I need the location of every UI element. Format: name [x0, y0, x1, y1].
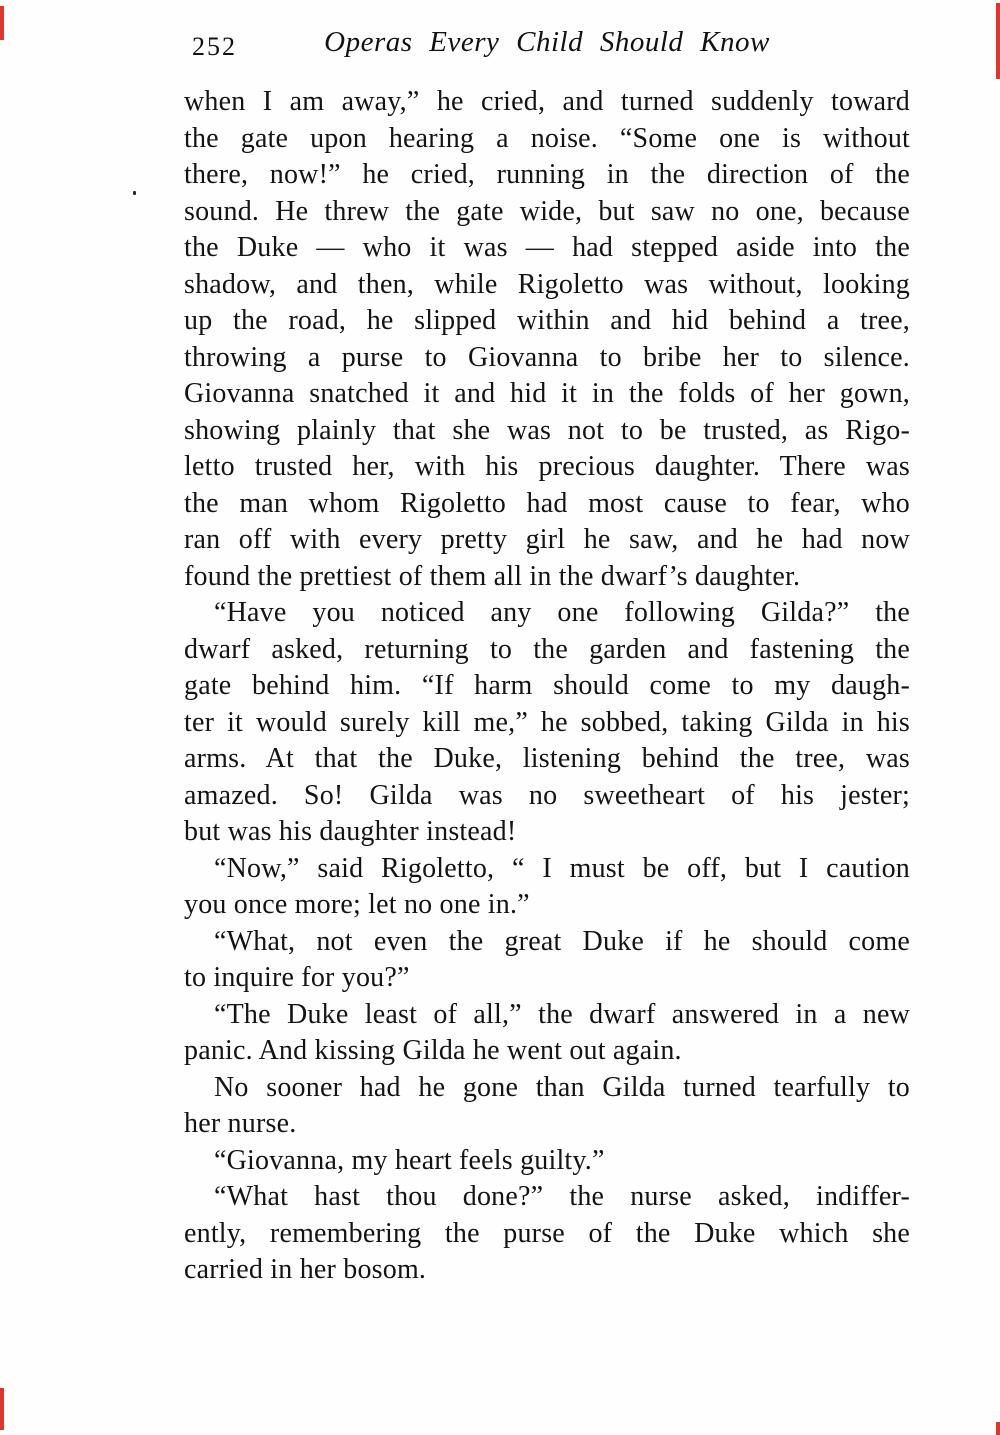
text-line: dwarf asked, returning to the garden and fastening the	[184, 633, 910, 665]
text-line: showing plainly that she was not to be trusted, as Rigo-	[184, 414, 910, 446]
text-line: found the prettiest of them all in the dwarf’s daughter.	[184, 560, 801, 592]
running-header	[184, 26, 910, 66]
text-line: you once more; let no one in.”	[184, 889, 530, 920]
text-line: ently, remembering the purse of the Duke which she	[184, 1217, 910, 1249]
text-line: “Have you noticed any one following Gilda?” the	[214, 597, 910, 628]
text-line: gate behind him. “If harm should come to my daugh-	[184, 670, 910, 701]
text-line: carried in her bosom.	[184, 1254, 427, 1285]
text-line: sound. He threw the gate wide, but saw no one, because	[184, 195, 910, 227]
text-line: Giovanna snatched it and hid it in the folds of her gown,	[184, 378, 910, 409]
text-line: to inquire for you?”	[184, 962, 410, 993]
text-line: amazed. So! Gilda was no sweetheart of his jester;	[184, 779, 910, 811]
text-line: the man whom Rigoletto had most cause to fear, who	[184, 487, 910, 519]
page-edge-stain-bottom-right	[996, 1422, 1000, 1435]
text-line: panic. And kissing Gilda he went out again.	[184, 1035, 682, 1066]
scan-speck	[133, 191, 136, 195]
text-line: the Duke — who it was — had stepped aside into the	[184, 232, 910, 263]
text-line: when I am away,” he cried, and turned suddenly toward	[184, 86, 910, 117]
text-line: there, now!” he cried, running in the direction of the	[184, 159, 910, 190]
page-edge-stain-top-right	[996, 3, 1000, 79]
page-number: 252	[192, 32, 237, 61]
text-line: ter it would surely kill me,” he sobbed, taking Gilda in his	[184, 706, 910, 738]
page-edge-stain-top-left	[0, 6, 4, 40]
text-line: letto trusted her, with his precious daughter. There was	[184, 451, 910, 482]
body-text-block	[184, 84, 910, 1289]
text-line: “What, not even the great Duke if he should come	[214, 925, 910, 957]
text-line: the gate upon hearing a noise. “Some one is without	[184, 122, 910, 154]
page-title: Operas Every Child Should Know	[324, 26, 770, 58]
text-line: but was his daughter instead!	[184, 816, 517, 847]
text-line: shadow, and then, while Rigoletto was without, looking	[184, 268, 910, 300]
text-line: throwing a purse to Giovanna to bribe her to silence.	[184, 341, 910, 373]
text-line: her nurse.	[184, 1108, 297, 1139]
text-line: up the road, he slipped within and hid behind a tree,	[184, 305, 910, 336]
text-line: ran off with every pretty girl he saw, and he had now	[184, 524, 910, 555]
text-line: “Now,” said Rigoletto, “ I must be off, but I caution	[214, 852, 910, 884]
text-line: “Giovanna, my heart feels guilty.”	[214, 1144, 605, 1176]
text-line: arms. At that the Duke, listening behind the tree, was	[184, 743, 910, 774]
text-line: No sooner had he gone than Gilda turned tearfully to	[214, 1071, 910, 1103]
text-line: “What hast thou done?” the nurse asked, indiffer-	[214, 1181, 910, 1212]
text-line: “The Duke least of all,” the dwarf answered in a new	[214, 998, 910, 1030]
page-edge-stain-bottom-left	[0, 1388, 4, 1430]
